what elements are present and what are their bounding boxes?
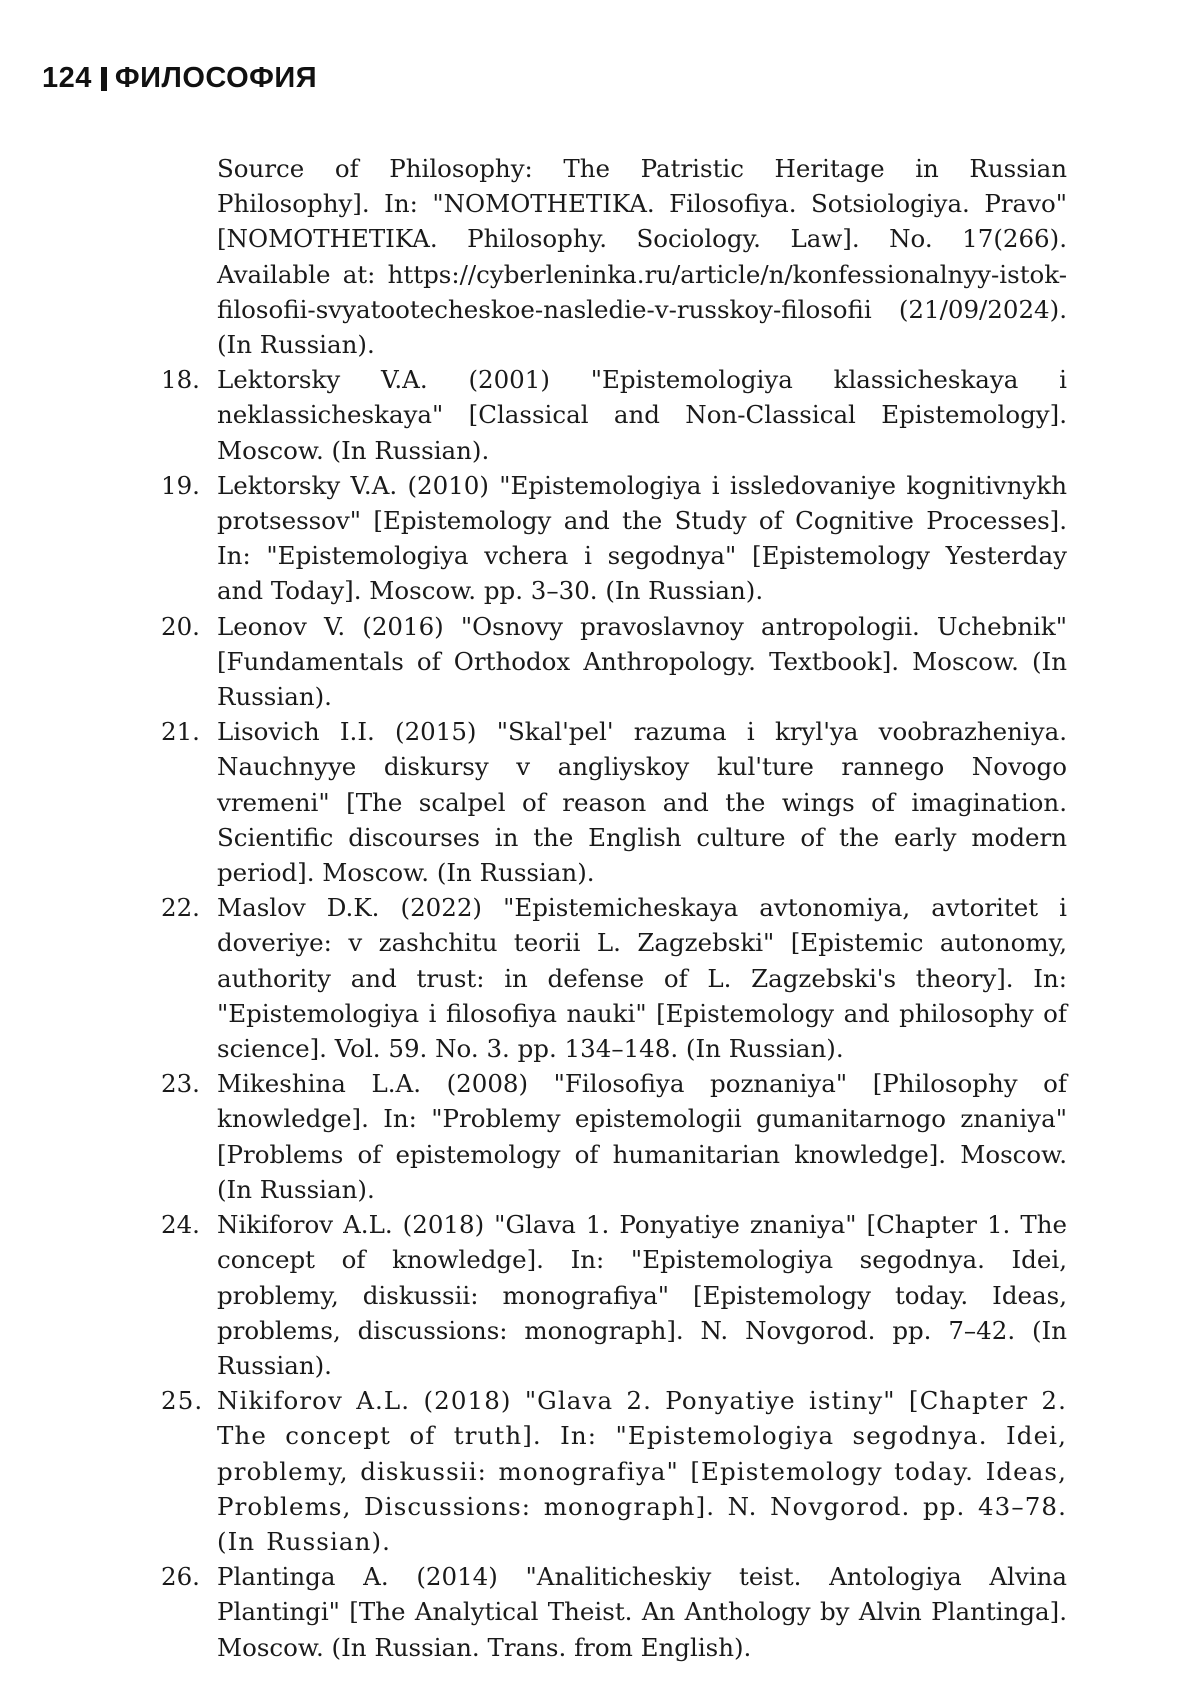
reference-entry-19: [161, 468, 1067, 609]
reference-text: Lisovich I.I. (2015) "Skal'pel' razuma i kryl'ya voobrazheniya. Nauchnyye diskursy v angliyskoy kul'ture rannego Novogo vremeni" [The scalpel of reason and the wings of imagination. Scientific discourses in the English culture of the early modern period]. Moscow. (In Russian).: [217, 717, 1067, 888]
page-number: 124: [42, 62, 92, 94]
reference-text: Plantinga A. (2014) "Analiticheskiy teist. Antologiya Alvina Plantingi" [The Analytical Theist. An Anthology by Alvin Plantinga]. Moscow. (In Russian. Trans. from English).: [217, 1562, 1067, 1662]
reference-number: 20.: [161, 611, 200, 641]
reference-entry-23: [161, 1066, 1067, 1207]
reference-text: Nikiforov A.L. (2018) "Glava 1. Ponyatiye znaniya" [Chapter 1. The concept of knowledge]. In: "Epistemologiya segodnya. Idei, problemy, diskussii: monografiya" [Epistemology today. Ideas, problems, discussions: monograph]. N. Novgorod. pp. 7–42. (In Russian).: [217, 1210, 1067, 1380]
reference-entry-18: [161, 362, 1067, 468]
reference-entry-17-continued: [217, 151, 1067, 362]
reference-number: 25.: [161, 1386, 204, 1416]
reference-number: 19.: [161, 470, 200, 500]
reference-entry-24: [161, 1207, 1067, 1383]
reference-text: Source of Philosophy: The Patristic Heritage in Russian Philosophy]. In: "NOMOTHETIKA. Filosofiya. Sotsiologiya. Pravo" [NOMOTHETIKA. Philosophy. Sociology. Law]. No. 17(266). Available at: https://cyberleninka.ru/article/n/konfessionalnyy-istok-filosofii-svyatootecheskoe-nasledie-v-russkoy-filosofii (21/09/2024). (In Russian).: [217, 154, 1067, 360]
reference-entry-25: [161, 1383, 1067, 1559]
reference-text: Mikeshina L.A. (2008) "Filosofiya poznaniya" [Philosophy of knowledge]. In: "Problemy epistemologii gumanitarnogo znaniya" [Problems of epistemology of humanitarian knowledge]. Moscow. (In Russian).: [217, 1069, 1067, 1204]
header-separator: [101, 67, 107, 91]
reference-text: Lektorsky V.A. (2010) "Epistemologiya i issledovaniye kognitivnykh protsessov" [Epistemology and the Study of Cognitive Processes]. In: "Epistemologiya vchera i segodnya" [Epistemology Yesterday and Today]. Moscow. pp. 3–30. (In Russian).: [217, 470, 1067, 606]
reference-text: Nikiforov A.L. (2018) "Glava 2. Ponyatiye istiny" [Chapter 2. The concept of truth]. In: "Epistemologiya segodnya. Idei, problemy, diskussii: monografiya" [Epistemology today. Ideas, Problems, Discussions: monograph]. N. Novgorod. pp. 43–78. (In Russian).: [217, 1386, 1067, 1556]
reference-entry-21: [161, 714, 1067, 890]
running-header: [42, 62, 317, 95]
reference-entry-26: [161, 1559, 1067, 1665]
reference-number: 23.: [161, 1069, 200, 1099]
reference-list: [0, 151, 1200, 1665]
reference-number: 22.: [161, 893, 200, 923]
reference-entry-22: [161, 890, 1067, 1066]
reference-text: Lektorsky V.A. (2001) "Epistemologiya klassicheskaya i neklassicheskaya" [Classical and Non-Classical Epistemology]. Moscow. (In Russian).: [217, 365, 1067, 465]
reference-text: Leonov V. (2016) "Osnovy pravoslavnoy antropologii. Uchebnik" [Fundamentals of Orthodox Anthropology. Textbook]. Moscow. (In Russian).: [217, 611, 1067, 712]
reference-entry-20: [161, 609, 1067, 715]
reference-number: 26.: [161, 1562, 200, 1592]
reference-text: Maslov D.K. (2022) "Epistemicheskaya avtonomiya, avtoritet i doveriye: v zashchitu teorii L. Zagzebski" [Epistemic autonomy, authority and trust: in defense of L. Zagzebski's theory]. In: "Epistemologiya i filosofiya nauki" [Epistemology and philosophy of science]. Vol. 59. No. 3. pp. 134–148. (In Russian).: [217, 893, 1067, 1064]
reference-number: 21.: [161, 717, 200, 747]
reference-number: 18.: [161, 365, 200, 395]
reference-number: 24.: [161, 1210, 200, 1240]
section-title: ФИЛОСОФИЯ: [114, 62, 318, 94]
